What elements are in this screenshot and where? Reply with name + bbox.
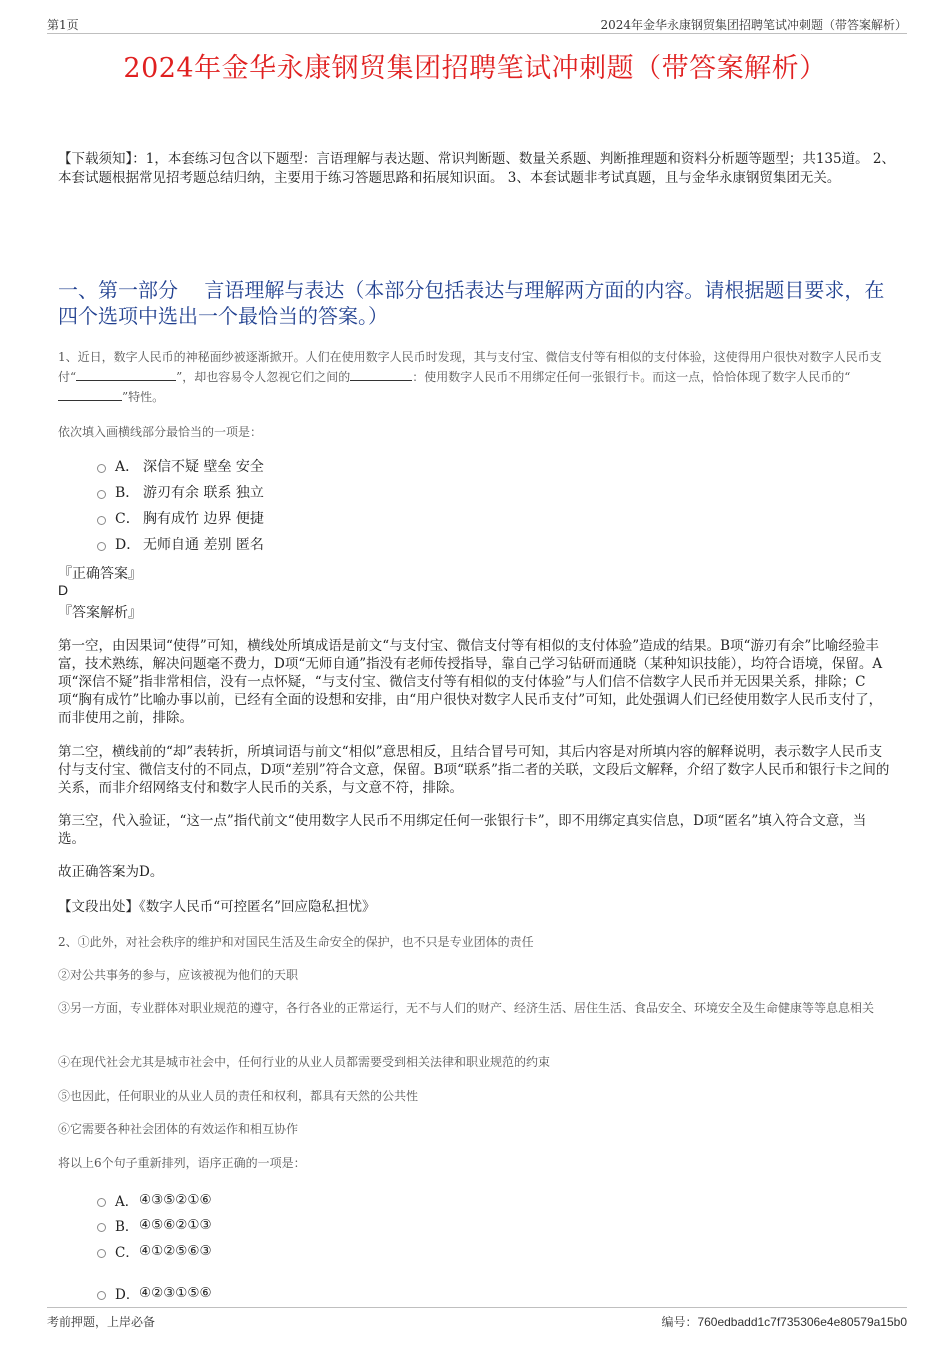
question-1-option-d[interactable]	[97, 534, 264, 554]
document-title: 2024年金华永康钢贸集团招聘笔试冲刺题（带答案解析）	[123, 53, 827, 84]
radio-icon[interactable]	[97, 490, 106, 499]
download-notice: 【下载须知】：1，本套练习包含以下题型：言语理解与表达题、常识判断题、数量关系题、判断推理题和资料分析题等题型；共135道。 2、本套试题根据常见招考题总结归纳，主要用于练习答题思路和拓展知识面。 3、本套试题非考试真题，且与金华永康钢贸集团无关。	[58, 151, 895, 186]
radio-icon[interactable]	[97, 464, 106, 473]
footer-slogan: 考前押题，上岸必备	[47, 1315, 156, 1329]
question-1-prompt: 依次填入画横线部分最恰当的一项是：	[58, 425, 263, 439]
option-text: 胸有成竹 边界 便捷	[143, 511, 264, 527]
option-letter: A．	[115, 459, 140, 475]
radio-icon[interactable]	[97, 1223, 106, 1232]
option-letter: B．	[115, 485, 140, 501]
question-2-option-b[interactable]	[97, 1215, 212, 1235]
page-number: 第1页	[47, 18, 79, 32]
fill-blank-3	[58, 389, 122, 401]
option-letter: C．	[115, 511, 140, 527]
option-text: ④②③①⑤⑥	[139, 1285, 212, 1301]
question-2-sentence-1: 2、①此外，对社会秩序的维护和对国民生活及生命安全的保护，也不只是专业团体的责任	[58, 935, 534, 949]
option-text: ④①②⑤⑥③	[139, 1243, 212, 1259]
fill-blank-2	[350, 369, 412, 381]
radio-icon[interactable]	[97, 542, 106, 551]
analysis-paragraph-2: 第二空，横线前的“却”表转折，所填词语与前文“相似”意思相反，且结合冒号可知，其后内容是对所填内容的解释说明，表示数字人民币支付与支付宝、微信支付的不同点，D项“差别”符合文意，保留。B项“联系”指二者的关联，文段后文解释，介绍了数字人民币和银行卡之间的关系，而非介绍网络支付和数字人民币的关系，与文意不符，排除。	[58, 744, 890, 796]
question-1-option-a[interactable]	[97, 456, 264, 476]
question-2-option-c[interactable]	[97, 1241, 212, 1261]
question-1-option-b[interactable]	[97, 482, 264, 502]
question-2-sentence-2: ②对公共事务的参与，应该被视为他们的天职	[58, 968, 299, 982]
radio-icon[interactable]	[97, 516, 106, 525]
analysis-paragraph-1: 第一空，由因果词“使得”可知，横线处所填成语是前文“与支付宝、微信支付等有相似的支付体验”造成的结果。B项“游刃有余”比喻经验丰富，技术熟练，解决问题毫不费力，D项“无师自通”指没有老师传授指导，靠自己学习钻研而通晓（某种知识技能），均符合语境，保留。A项“深信不疑”指非常相信，没有一点怀疑，“与支付宝、微信支付等有相似的支付体验”与人们信不信数字人民币并无因果关系，排除；C项“胸有成竹”比喻办事以前，已经有全面的设想和安排，由“用户很快对数字人民币支付”可知，此处强调人们已经使用数字人民币支付了，而非使用之前，排除。	[58, 638, 883, 726]
option-text: ④③⑤②①⑥	[139, 1192, 212, 1208]
radio-icon[interactable]	[97, 1291, 106, 1300]
question-1-text-part-a: 1、近日，数字人民币的神秘面纱被逐渐掀开。人们在使用数字人民币时发现，其与支付宝、微信支付等有相似的支付体验，这使得用户很快对数字人民币支付“	[58, 350, 882, 384]
option-letter: D．	[115, 1287, 140, 1303]
correct-answer: D	[58, 582, 69, 598]
section-heading: 一、第一部分 言语理解与表达（本部分包括表达与理解两方面的内容。请根据题目要求，在四个选项中选出一个最恰当的答案。）	[58, 278, 885, 328]
analysis-paragraph-3: 第三空，代入验证，“这一点”指代前文“使用数字人民币不用绑定任何一张银行卡”，即不用绑定真实信息，D项“匿名”填入符合文意，当选。	[58, 813, 867, 847]
option-text: ④⑤⑥②①③	[139, 1217, 212, 1233]
correct-answer-label: 『正确答案』	[58, 566, 142, 582]
footer-serial-number: 编号：760edbadd1c7f735306e4e80579a15b0	[661, 1315, 907, 1329]
page-header	[47, 14, 907, 34]
question-2-sentence-5: ⑤也因此，任何职业的从业人员的责任和权利，都具有天然的公共性	[58, 1089, 419, 1103]
question-2-prompt: 将以上6个句子重新排列，语序正确的一项是：	[58, 1156, 306, 1170]
option-text: 深信不疑 壁垒 安全	[143, 459, 264, 475]
option-letter: B．	[115, 1219, 139, 1235]
option-text: 无师自通 差别 匿名	[143, 537, 264, 553]
option-letter: C．	[115, 1245, 139, 1261]
question-2-option-a[interactable]	[97, 1190, 212, 1210]
question-1-text-part-b: ”，却也容易令人忽视它们之间的	[176, 370, 351, 384]
question-2-sentence-4: ④在现代社会尤其是城市社会中，任何行业的从业人员都需要受到相关法律和职业规范的约束	[58, 1055, 551, 1069]
question-1-text-part-d: ”特性。	[122, 390, 165, 404]
analysis-conclusion: 故正确答案为D。	[58, 864, 164, 880]
option-letter: A．	[115, 1194, 139, 1210]
header-doc-title: 2024年金华永康钢贸集团招聘笔试冲刺题（带答案解析）	[600, 18, 907, 32]
source-citation: 【文段出处】《数字人民币“可控匿名”回应隐私担忧》	[58, 899, 376, 915]
option-text: 游刃有余 联系 独立	[143, 485, 264, 501]
option-letter: D．	[115, 537, 141, 553]
radio-icon[interactable]	[97, 1198, 106, 1207]
question-1-text	[58, 347, 898, 407]
question-2-sentence-6: ⑥它需要各种社会团体的有效运作和相互协作	[58, 1122, 299, 1136]
radio-icon[interactable]	[97, 1249, 106, 1258]
fill-blank-1	[76, 369, 176, 381]
question-2-option-d[interactable]	[97, 1283, 212, 1303]
question-1-option-c[interactable]	[97, 508, 264, 528]
question-2-sentence-3: ③另一方面，专业群体对职业规范的遵守，各行各业的正常运行，无不与人们的财产、经济生活、居住生活、食品安全、环境安全及生命健康等等息息相关	[58, 1001, 875, 1015]
question-1-text-part-c: ：使用数字人民币不用绑定任何一张银行卡。而这一点，恰恰体现了数字人民币的“	[412, 370, 851, 384]
page-footer	[47, 1307, 907, 1329]
analysis-label: 『答案解析』	[58, 605, 142, 621]
